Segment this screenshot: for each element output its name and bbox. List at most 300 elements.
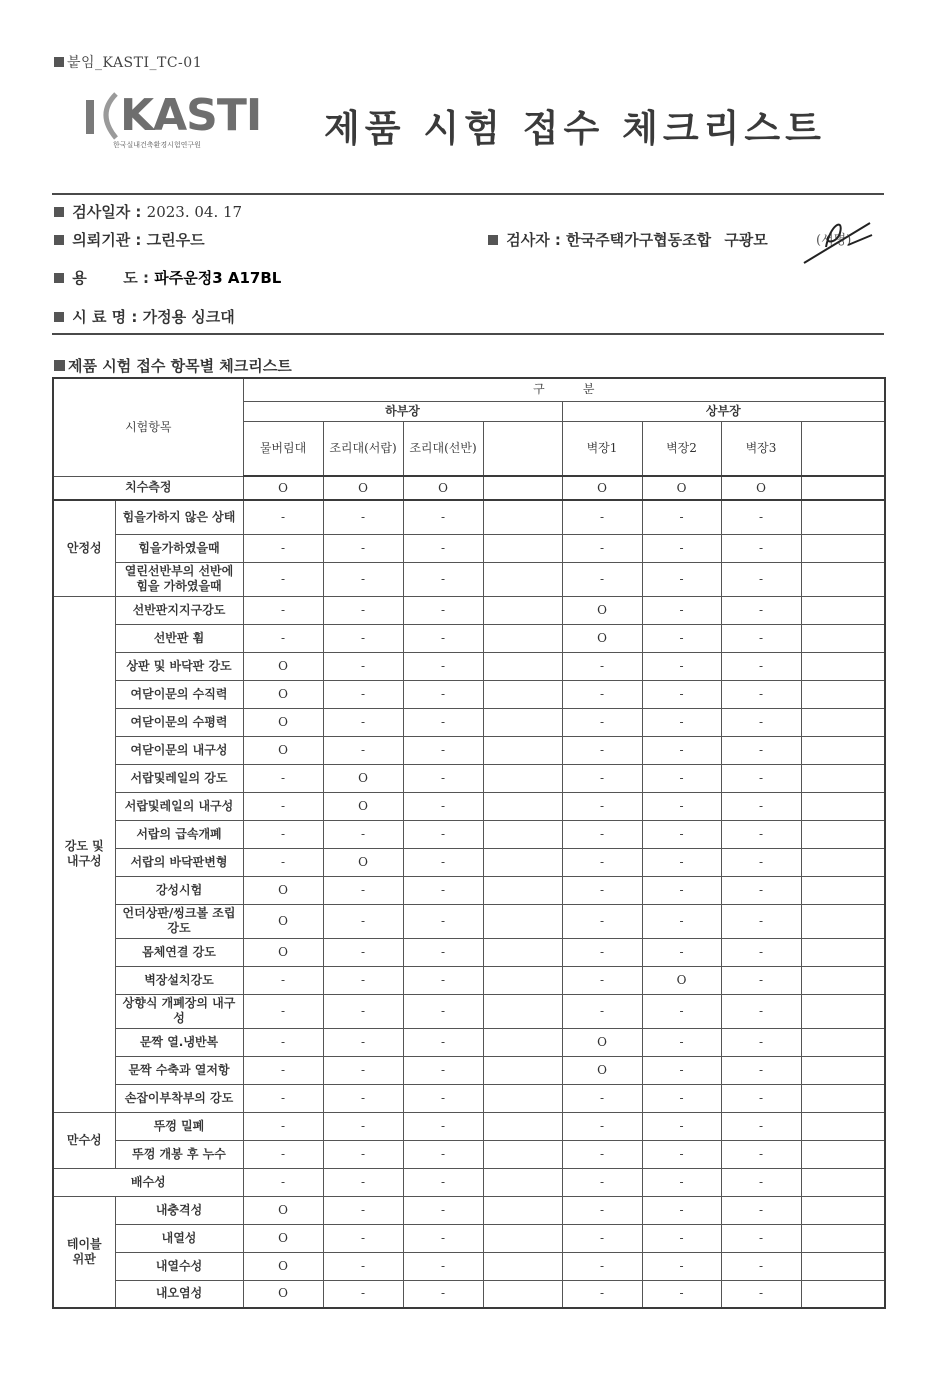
square-bullet-icon bbox=[54, 235, 64, 245]
check-mark-cell bbox=[801, 876, 885, 904]
check-mark-cell: O bbox=[323, 792, 403, 820]
check-mark-cell: - bbox=[243, 1084, 323, 1112]
check-mark-cell: - bbox=[403, 1196, 483, 1224]
check-mark-cell: - bbox=[243, 624, 323, 652]
check-mark-cell: - bbox=[323, 994, 403, 1028]
check-mark-cell bbox=[801, 1028, 885, 1056]
check-mark-cell: - bbox=[323, 562, 403, 596]
check-mark-cell: - bbox=[721, 1252, 801, 1280]
table-row bbox=[53, 1084, 885, 1112]
check-mark-cell bbox=[801, 624, 885, 652]
square-bullet-icon bbox=[54, 273, 64, 283]
column-header: 물버림대 bbox=[243, 421, 323, 476]
check-mark-cell: - bbox=[562, 736, 642, 764]
check-mark-cell: - bbox=[323, 820, 403, 848]
check-mark-cell: - bbox=[721, 1224, 801, 1252]
check-mark-cell: - bbox=[721, 1196, 801, 1224]
check-mark-cell: - bbox=[562, 792, 642, 820]
check-mark-cell: - bbox=[562, 1252, 642, 1280]
square-bullet-icon bbox=[54, 312, 64, 322]
check-mark-cell bbox=[801, 848, 885, 876]
check-mark-cell bbox=[801, 792, 885, 820]
check-mark-cell: - bbox=[562, 534, 642, 562]
check-mark-cell: - bbox=[642, 1028, 721, 1056]
check-mark-cell: O bbox=[642, 966, 721, 994]
logo-text: KASTI bbox=[120, 90, 262, 141]
table-row bbox=[53, 1140, 885, 1168]
table-row bbox=[53, 596, 885, 624]
check-mark-cell: O bbox=[562, 624, 642, 652]
check-mark-cell: O bbox=[562, 596, 642, 624]
check-mark-cell bbox=[801, 476, 885, 500]
check-mark-cell: - bbox=[403, 994, 483, 1028]
test-item: 내충격성 bbox=[115, 1196, 243, 1224]
check-mark-cell bbox=[483, 848, 562, 876]
check-mark-cell: - bbox=[562, 966, 642, 994]
check-mark-cell: - bbox=[562, 1140, 642, 1168]
check-mark-cell: - bbox=[243, 1140, 323, 1168]
header-upper-cabinet: 상부장 bbox=[562, 401, 885, 421]
table-row bbox=[53, 534, 885, 562]
check-mark-cell bbox=[801, 904, 885, 938]
check-mark-cell: - bbox=[403, 1028, 483, 1056]
table-row bbox=[53, 1280, 885, 1308]
check-mark-cell: - bbox=[403, 652, 483, 680]
test-item: 강성시험 bbox=[115, 876, 243, 904]
check-mark-cell: - bbox=[403, 1280, 483, 1308]
column-header: 조리대(서랍) bbox=[323, 421, 403, 476]
check-mark-cell bbox=[483, 500, 562, 534]
check-mark-cell: - bbox=[642, 596, 721, 624]
check-mark-cell: - bbox=[323, 1224, 403, 1252]
table-row bbox=[53, 680, 885, 708]
group-label-line: 만수성 bbox=[66, 1132, 102, 1147]
table-row bbox=[53, 652, 885, 680]
table-row bbox=[53, 708, 885, 736]
check-mark-cell bbox=[483, 994, 562, 1028]
check-mark-cell: - bbox=[721, 1140, 801, 1168]
check-mark-cell: - bbox=[721, 1112, 801, 1140]
check-mark-cell: - bbox=[562, 938, 642, 966]
check-mark-cell: - bbox=[562, 1084, 642, 1112]
check-mark-cell: - bbox=[562, 1196, 642, 1224]
column-header bbox=[801, 421, 885, 476]
inspector-name: 구광모 bbox=[724, 231, 768, 249]
group-label bbox=[53, 1196, 115, 1308]
check-mark-cell: O bbox=[243, 1224, 323, 1252]
check-mark-cell: - bbox=[562, 876, 642, 904]
table-row bbox=[53, 1028, 885, 1056]
check-mark-cell bbox=[801, 652, 885, 680]
check-mark-cell: - bbox=[403, 1252, 483, 1280]
check-mark-cell: - bbox=[323, 1280, 403, 1308]
check-mark-cell: - bbox=[642, 1196, 721, 1224]
check-mark-cell bbox=[483, 764, 562, 792]
test-item: 뚜껑 개봉 후 누수 bbox=[115, 1140, 243, 1168]
check-mark-cell bbox=[801, 596, 885, 624]
table-row bbox=[53, 994, 885, 1028]
check-mark-cell: - bbox=[562, 680, 642, 708]
test-item: 치수측정 bbox=[53, 476, 243, 500]
check-mark-cell: O bbox=[243, 1196, 323, 1224]
check-mark-cell: - bbox=[403, 708, 483, 736]
check-mark-cell bbox=[801, 938, 885, 966]
check-mark-cell: - bbox=[642, 1280, 721, 1308]
check-mark-cell: - bbox=[403, 938, 483, 966]
check-mark-cell bbox=[483, 562, 562, 596]
check-mark-cell: - bbox=[721, 680, 801, 708]
group-label-line: 내구성 bbox=[66, 854, 102, 868]
header-classification: 구 분 bbox=[243, 378, 885, 401]
check-mark-cell: - bbox=[243, 1028, 323, 1056]
check-mark-cell: - bbox=[721, 994, 801, 1028]
check-mark-cell bbox=[483, 792, 562, 820]
test-item: 서랍의 급속개폐 bbox=[115, 820, 243, 848]
check-mark-cell: - bbox=[243, 764, 323, 792]
check-mark-cell: - bbox=[403, 562, 483, 596]
check-mark-cell bbox=[801, 1112, 885, 1140]
column-header bbox=[483, 421, 562, 476]
check-mark-cell: O bbox=[243, 876, 323, 904]
check-mark-cell: - bbox=[403, 904, 483, 938]
check-mark-cell: - bbox=[323, 1252, 403, 1280]
test-item: 언더상판/씽크볼 조립강도 bbox=[115, 904, 243, 938]
test-item: 여닫이문의 수평력 bbox=[115, 708, 243, 736]
table-row bbox=[53, 904, 885, 938]
check-mark-cell: O bbox=[243, 736, 323, 764]
check-mark-cell: - bbox=[562, 764, 642, 792]
check-mark-cell: - bbox=[562, 994, 642, 1028]
check-mark-cell: - bbox=[243, 534, 323, 562]
group-label-line: 위판 bbox=[72, 1251, 96, 1266]
check-mark-cell bbox=[483, 938, 562, 966]
check-mark-cell bbox=[801, 1224, 885, 1252]
check-mark-cell: - bbox=[721, 1084, 801, 1112]
test-item: 문짝 열.냉반복 bbox=[115, 1028, 243, 1056]
check-mark-cell: - bbox=[403, 764, 483, 792]
check-mark-cell: - bbox=[642, 1168, 721, 1196]
check-mark-cell: - bbox=[721, 820, 801, 848]
check-mark-cell: - bbox=[403, 596, 483, 624]
check-mark-cell: - bbox=[323, 966, 403, 994]
check-mark-cell bbox=[483, 736, 562, 764]
check-mark-cell: - bbox=[642, 764, 721, 792]
check-mark-cell: O bbox=[243, 904, 323, 938]
check-mark-cell bbox=[801, 500, 885, 534]
header-test-item: 시험항목 bbox=[53, 378, 243, 476]
signature-stroke-icon bbox=[800, 215, 876, 267]
inspection-date-field: 검사일자 : 2023. 04. 17 bbox=[54, 201, 242, 222]
group-label bbox=[53, 500, 115, 596]
table-row bbox=[53, 876, 885, 904]
check-mark-cell bbox=[801, 1196, 885, 1224]
check-mark-cell: - bbox=[403, 848, 483, 876]
check-mark-cell: O bbox=[562, 1056, 642, 1084]
usage-value: 파주운정3 A17BL bbox=[154, 269, 282, 287]
check-mark-cell: - bbox=[642, 500, 721, 534]
test-item: 서랍및레일의 강도 bbox=[115, 764, 243, 792]
check-mark-cell bbox=[483, 1140, 562, 1168]
check-mark-cell: - bbox=[403, 736, 483, 764]
check-mark-cell bbox=[801, 966, 885, 994]
check-mark-cell: - bbox=[243, 1112, 323, 1140]
check-mark-cell bbox=[801, 1140, 885, 1168]
check-mark-cell: - bbox=[243, 1056, 323, 1084]
square-bullet-icon bbox=[54, 57, 64, 67]
check-mark-cell bbox=[483, 1056, 562, 1084]
test-item: 여닫이문의 내구성 bbox=[115, 736, 243, 764]
test-item: 힘을가하였을때 bbox=[115, 534, 243, 562]
table-row bbox=[53, 966, 885, 994]
test-item: 벽장설치강도 bbox=[115, 966, 243, 994]
column-header: 벽장1 bbox=[562, 421, 642, 476]
group-label bbox=[53, 1112, 115, 1168]
inspector-org: 한국주택가구협동조합 bbox=[566, 231, 712, 249]
check-mark-cell: - bbox=[403, 1224, 483, 1252]
check-mark-cell: - bbox=[642, 1140, 721, 1168]
check-mark-cell bbox=[483, 1028, 562, 1056]
check-mark-cell bbox=[483, 1168, 562, 1196]
check-mark-cell: O bbox=[323, 848, 403, 876]
check-mark-cell bbox=[801, 680, 885, 708]
check-mark-cell: - bbox=[642, 708, 721, 736]
check-mark-cell: - bbox=[403, 624, 483, 652]
test-item: 상판 및 바닥판 강도 bbox=[115, 652, 243, 680]
check-mark-cell bbox=[801, 708, 885, 736]
check-mark-cell: - bbox=[403, 876, 483, 904]
check-mark-cell: - bbox=[403, 1168, 483, 1196]
check-mark-cell: - bbox=[721, 534, 801, 562]
check-mark-cell: - bbox=[243, 500, 323, 534]
test-item: 뚜껑 밀폐 bbox=[115, 1112, 243, 1140]
check-mark-cell: - bbox=[721, 1028, 801, 1056]
check-mark-cell: - bbox=[403, 680, 483, 708]
check-mark-cell: - bbox=[642, 938, 721, 966]
check-mark-cell: O bbox=[323, 476, 403, 500]
check-mark-cell bbox=[483, 680, 562, 708]
test-item: 배수성 bbox=[53, 1168, 243, 1196]
check-mark-cell: - bbox=[562, 500, 642, 534]
check-mark-cell: - bbox=[243, 994, 323, 1028]
check-mark-cell bbox=[801, 562, 885, 596]
check-mark-cell: O bbox=[721, 476, 801, 500]
check-mark-cell bbox=[801, 1280, 885, 1308]
check-mark-cell: - bbox=[642, 1224, 721, 1252]
check-mark-cell: - bbox=[323, 1084, 403, 1112]
check-mark-cell bbox=[483, 708, 562, 736]
check-mark-cell bbox=[801, 820, 885, 848]
table-row bbox=[53, 1252, 885, 1280]
table-row bbox=[53, 764, 885, 792]
check-mark-cell: - bbox=[721, 966, 801, 994]
check-mark-cell: - bbox=[403, 1084, 483, 1112]
test-item: 내열성 bbox=[115, 1224, 243, 1252]
group-label-line: 강도 및 bbox=[64, 839, 104, 853]
check-mark-cell: - bbox=[642, 680, 721, 708]
check-mark-cell: - bbox=[642, 652, 721, 680]
check-mark-cell: - bbox=[642, 624, 721, 652]
check-mark-cell: - bbox=[642, 1084, 721, 1112]
group-label-line: 테이블 bbox=[66, 1236, 102, 1251]
check-mark-cell: - bbox=[642, 820, 721, 848]
table-row bbox=[53, 938, 885, 966]
test-item: 문짝 수축과 열저항 bbox=[115, 1056, 243, 1084]
check-mark-cell: - bbox=[642, 562, 721, 596]
check-mark-cell bbox=[483, 652, 562, 680]
check-mark-cell bbox=[801, 1252, 885, 1280]
table-row bbox=[53, 476, 885, 500]
square-bullet-icon bbox=[54, 207, 64, 217]
table-row bbox=[53, 562, 885, 596]
check-mark-cell: - bbox=[403, 1056, 483, 1084]
sample-field: 시 료 명 : 가정용 싱크대 bbox=[54, 306, 235, 327]
client-field: 의뢰기관 : 그린우드 bbox=[54, 229, 205, 250]
table-row bbox=[53, 624, 885, 652]
attachment-label: 붙임_KASTI_TC-01 bbox=[54, 52, 202, 72]
check-mark-cell bbox=[483, 904, 562, 938]
test-item: 내오염성 bbox=[115, 1280, 243, 1308]
section-title: 제품 시험 접수 항목별 체크리스트 bbox=[54, 355, 292, 376]
test-item: 선반판 휨 bbox=[115, 624, 243, 652]
check-mark-cell: - bbox=[562, 904, 642, 938]
check-mark-cell: - bbox=[323, 904, 403, 938]
check-mark-cell: - bbox=[403, 820, 483, 848]
check-mark-cell bbox=[801, 994, 885, 1028]
test-item: 열린선반부의 선반에 힘을 가하였을때 bbox=[115, 562, 243, 596]
check-mark-cell: - bbox=[562, 1168, 642, 1196]
check-mark-cell: O bbox=[243, 938, 323, 966]
check-mark-cell: - bbox=[721, 652, 801, 680]
check-mark-cell: - bbox=[323, 1056, 403, 1084]
check-mark-cell bbox=[483, 1084, 562, 1112]
column-header: 벽장2 bbox=[642, 421, 721, 476]
check-mark-cell: - bbox=[323, 1196, 403, 1224]
check-mark-cell: - bbox=[721, 938, 801, 966]
test-item: 몸체연결 강도 bbox=[115, 938, 243, 966]
check-mark-cell: O bbox=[243, 476, 323, 500]
check-mark-cell bbox=[483, 876, 562, 904]
check-mark-cell: - bbox=[323, 1168, 403, 1196]
check-mark-cell: - bbox=[642, 792, 721, 820]
check-mark-cell: - bbox=[243, 820, 323, 848]
check-mark-cell: - bbox=[721, 1168, 801, 1196]
column-header: 벽장3 bbox=[721, 421, 801, 476]
check-mark-cell: - bbox=[721, 764, 801, 792]
check-mark-cell: O bbox=[243, 1252, 323, 1280]
check-mark-cell: - bbox=[642, 1252, 721, 1280]
check-mark-cell: O bbox=[243, 680, 323, 708]
page-title: 제품 시험 접수 체크리스트 bbox=[324, 107, 826, 150]
check-mark-cell: - bbox=[243, 792, 323, 820]
check-mark-cell: - bbox=[721, 1280, 801, 1308]
check-mark-cell: - bbox=[721, 562, 801, 596]
check-mark-cell: - bbox=[243, 966, 323, 994]
test-item: 상향식 개폐장의 내구성 bbox=[115, 994, 243, 1028]
check-mark-cell: - bbox=[642, 848, 721, 876]
check-mark-cell: - bbox=[323, 624, 403, 652]
check-mark-cell bbox=[483, 596, 562, 624]
inspector-field: 검사자 : 한국주택가구협동조합 구광모 bbox=[488, 229, 768, 250]
check-mark-cell: O bbox=[642, 476, 721, 500]
check-mark-cell: - bbox=[403, 1112, 483, 1140]
check-mark-cell: - bbox=[323, 652, 403, 680]
table-row bbox=[53, 820, 885, 848]
check-mark-cell: O bbox=[562, 476, 642, 500]
table-row bbox=[53, 792, 885, 820]
check-mark-cell: O bbox=[562, 1028, 642, 1056]
check-mark-cell: - bbox=[721, 596, 801, 624]
group-label bbox=[53, 596, 115, 1112]
test-item: 서랍및레일의 내구성 bbox=[115, 792, 243, 820]
check-mark-cell: - bbox=[562, 820, 642, 848]
client-name: 그린우드 bbox=[146, 231, 205, 249]
check-mark-cell: - bbox=[323, 500, 403, 534]
check-mark-cell bbox=[801, 1056, 885, 1084]
check-mark-cell: - bbox=[721, 736, 801, 764]
check-mark-cell: O bbox=[243, 1280, 323, 1308]
check-mark-cell: O bbox=[323, 764, 403, 792]
signature: (서명) bbox=[800, 215, 876, 267]
check-mark-cell bbox=[483, 534, 562, 562]
group-label-line: 안정성 bbox=[66, 540, 102, 555]
check-mark-cell: - bbox=[403, 500, 483, 534]
check-mark-cell bbox=[483, 820, 562, 848]
check-mark-cell: - bbox=[323, 876, 403, 904]
check-mark-cell: - bbox=[562, 708, 642, 736]
check-mark-cell bbox=[483, 966, 562, 994]
divider bbox=[52, 333, 884, 335]
check-mark-cell: - bbox=[243, 562, 323, 596]
check-mark-cell: - bbox=[243, 596, 323, 624]
check-mark-cell bbox=[801, 1168, 885, 1196]
table-row bbox=[53, 1196, 885, 1224]
check-mark-cell: - bbox=[403, 966, 483, 994]
check-mark-cell: - bbox=[403, 792, 483, 820]
check-mark-cell: - bbox=[323, 680, 403, 708]
check-mark-cell bbox=[801, 534, 885, 562]
test-item: 내열수성 bbox=[115, 1252, 243, 1280]
table-row bbox=[53, 736, 885, 764]
check-mark-cell: - bbox=[721, 848, 801, 876]
test-item: 힘을가하지 않은 상태 bbox=[115, 500, 243, 534]
check-mark-cell: - bbox=[721, 500, 801, 534]
check-mark-cell bbox=[483, 1280, 562, 1308]
check-mark-cell: - bbox=[642, 736, 721, 764]
check-mark-cell: - bbox=[642, 876, 721, 904]
check-mark-cell bbox=[483, 1196, 562, 1224]
column-header: 조리대(선반) bbox=[403, 421, 483, 476]
test-item: 서랍의 바닥판변형 bbox=[115, 848, 243, 876]
check-mark-cell: - bbox=[642, 534, 721, 562]
table-row bbox=[53, 500, 885, 534]
check-mark-cell: - bbox=[562, 1224, 642, 1252]
check-mark-cell: - bbox=[562, 562, 642, 596]
check-mark-cell: - bbox=[323, 1140, 403, 1168]
header-lower-cabinet: 하부장 bbox=[243, 401, 562, 421]
square-bullet-icon bbox=[488, 235, 498, 245]
check-mark-cell: - bbox=[721, 1056, 801, 1084]
kasti-logo bbox=[86, 90, 262, 154]
check-mark-cell bbox=[801, 764, 885, 792]
check-mark-cell: - bbox=[721, 876, 801, 904]
check-mark-cell: - bbox=[721, 624, 801, 652]
check-mark-cell: - bbox=[642, 1056, 721, 1084]
check-mark-cell: - bbox=[562, 1112, 642, 1140]
check-mark-cell: - bbox=[323, 938, 403, 966]
check-mark-cell: O bbox=[243, 652, 323, 680]
check-mark-cell: - bbox=[642, 1112, 721, 1140]
square-bullet-icon bbox=[54, 360, 65, 371]
